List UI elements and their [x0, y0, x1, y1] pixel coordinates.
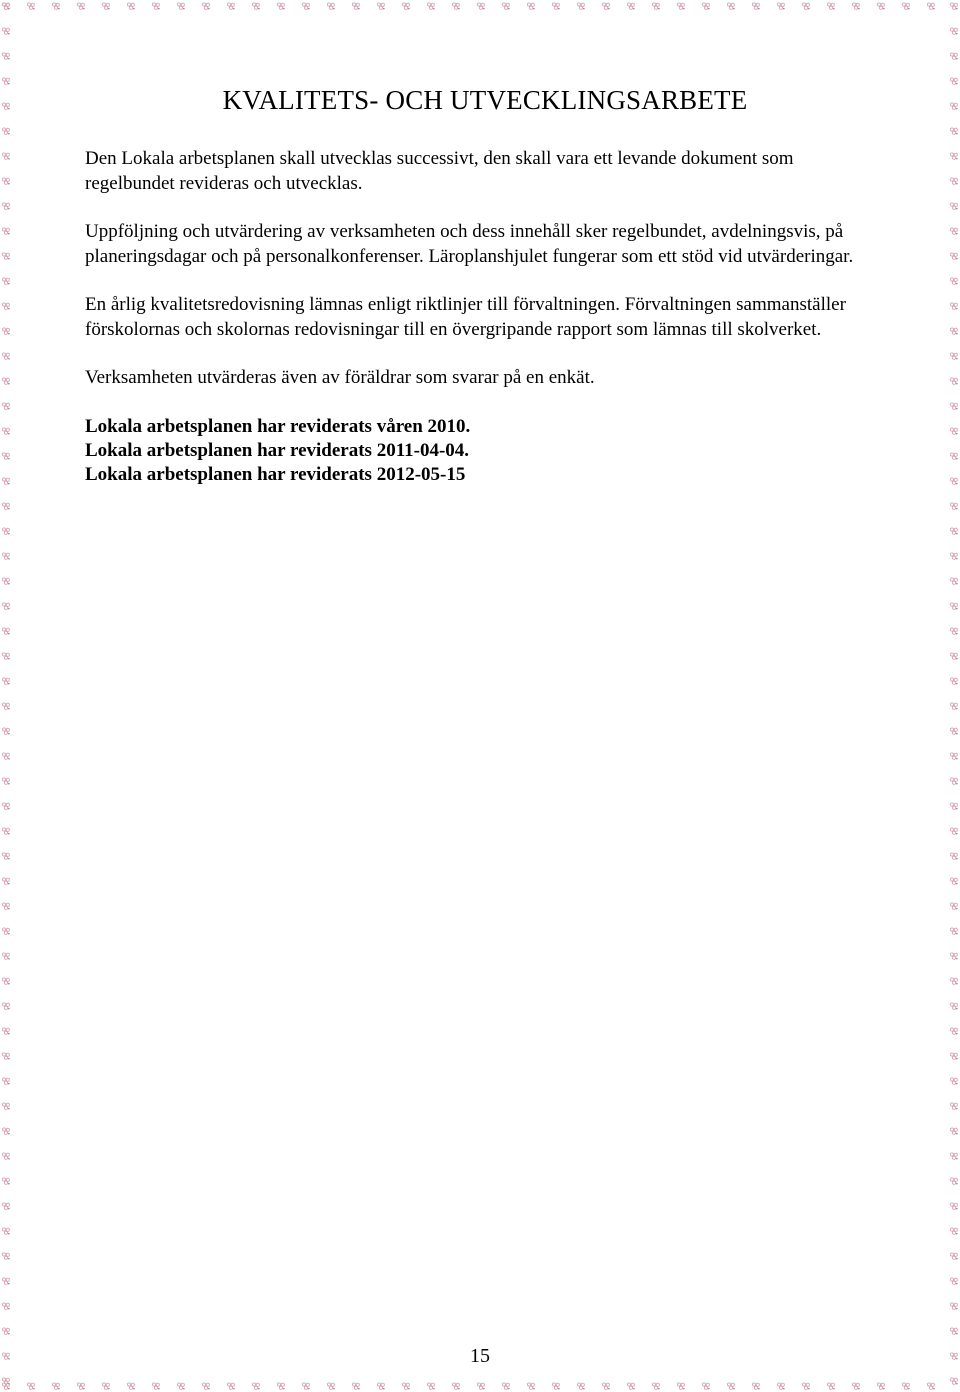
- border-flower-icon: [802, 3, 809, 10]
- border-flower-icon: [2, 353, 9, 360]
- border-flower-icon: [527, 1383, 534, 1390]
- border-flower-icon: [352, 1383, 359, 1390]
- border-flower-icon: [2, 253, 9, 260]
- border-flower-icon: [2, 378, 9, 385]
- border-flower-icon: [950, 978, 957, 985]
- border-flower-icon: [2, 1378, 9, 1385]
- border-flower-icon: [152, 3, 159, 10]
- border-flower-icon: [427, 3, 434, 10]
- border-flower-icon: [950, 1003, 957, 1010]
- border-flower-icon: [2, 603, 9, 610]
- border-flower-icon: [2, 1303, 9, 1310]
- border-flower-icon: [950, 753, 957, 760]
- border-flower-icon: [950, 878, 957, 885]
- border-flower-icon: [2, 428, 9, 435]
- border-flower-icon: [552, 1383, 559, 1390]
- border-flower-icon: [902, 1383, 909, 1390]
- border-flower-icon: [950, 1203, 957, 1210]
- border-flower-icon: [2, 928, 9, 935]
- border-flower-icon: [902, 3, 909, 10]
- border-flower-icon: [377, 1383, 384, 1390]
- border-flower-icon: [2, 678, 9, 685]
- paragraph-quality-report: En årlig kvalitetsredovisning lämnas enligt riktlinjer till förvaltningen. Förvaltningen sammanställer förskolornas och skolornas redovisningar till en övergripande rapport som lämnas till skolverket.: [85, 294, 846, 340]
- border-flower-icon: [527, 3, 534, 10]
- border-flower-icon: [950, 1328, 957, 1335]
- border-flower-icon: [927, 3, 934, 10]
- border-flower-icon: [950, 103, 957, 110]
- page-number: 15: [470, 1345, 490, 1367]
- border-flower-icon: [950, 803, 957, 810]
- border-flower-icon: [602, 1383, 609, 1390]
- border-flower-icon: [2, 1203, 9, 1210]
- border-flower-icon: [2, 453, 9, 460]
- border-flower-icon: [950, 1228, 957, 1235]
- border-flower-icon: [950, 828, 957, 835]
- border-flower-icon: [152, 1383, 159, 1390]
- decorative-border-top: [0, 0, 960, 12]
- border-flower-icon: [2, 978, 9, 985]
- border-flower-icon: [950, 603, 957, 610]
- border-flower-icon: [2, 1053, 9, 1060]
- border-flower-icon: [402, 1383, 409, 1390]
- border-flower-icon: [950, 3, 957, 10]
- border-flower-icon: [950, 553, 957, 560]
- border-flower-icon: [950, 1378, 957, 1385]
- border-flower-icon: [950, 1128, 957, 1135]
- border-flower-icon: [950, 78, 957, 85]
- border-flower-icon: [2, 328, 9, 335]
- border-flower-icon: [927, 1383, 934, 1390]
- border-flower-icon: [502, 3, 509, 10]
- border-flower-icon: [2, 553, 9, 560]
- border-flower-icon: [102, 3, 109, 10]
- border-flower-icon: [950, 378, 957, 385]
- border-flower-icon: [2, 178, 9, 185]
- border-flower-icon: [652, 1383, 659, 1390]
- border-flower-icon: [627, 3, 634, 10]
- border-flower-icon: [2, 228, 9, 235]
- border-flower-icon: [127, 3, 134, 10]
- page-content: [85, 80, 885, 487]
- border-flower-icon: [177, 1383, 184, 1390]
- border-flower-icon: [950, 1053, 957, 1060]
- border-flower-icon: [2, 203, 9, 210]
- border-flower-icon: [227, 1383, 234, 1390]
- border-flower-icon: [327, 1383, 334, 1390]
- border-flower-icon: [950, 303, 957, 310]
- border-flower-icon: [2, 1278, 9, 1285]
- border-flower-icon: [452, 1383, 459, 1390]
- revision-line: Lokala arbetsplanen har reviderats 2012-05-15: [85, 463, 466, 485]
- border-flower-icon: [950, 1028, 957, 1035]
- border-flower-icon: [877, 1383, 884, 1390]
- border-flower-icon: [852, 3, 859, 10]
- border-flower-icon: [2, 1003, 9, 1010]
- border-flower-icon: [77, 1383, 84, 1390]
- border-flower-icon: [950, 453, 957, 460]
- border-flower-icon: [2, 278, 9, 285]
- decorative-border-right: [948, 0, 960, 1392]
- paragraph-follow-up: Uppföljning och utvärdering av verksamheten och dess innehåll sker regelbundet, avdelningsvis, på planeringsdagar och på personalkonferenser. Läroplanshjulet fungerar som ett stöd vid utvärderingar.: [85, 221, 854, 267]
- border-flower-icon: [202, 3, 209, 10]
- border-flower-icon: [752, 3, 759, 10]
- border-flower-icon: [2, 728, 9, 735]
- border-flower-icon: [727, 3, 734, 10]
- border-flower-icon: [577, 3, 584, 10]
- border-flower-icon: [627, 1383, 634, 1390]
- border-flower-icon: [950, 903, 957, 910]
- border-flower-icon: [852, 1383, 859, 1390]
- border-flower-icon: [177, 3, 184, 10]
- border-flower-icon: [2, 903, 9, 910]
- border-flower-icon: [777, 3, 784, 10]
- border-flower-icon: [950, 353, 957, 360]
- border-flower-icon: [2, 1253, 9, 1260]
- border-flower-icon: [877, 3, 884, 10]
- border-flower-icon: [950, 178, 957, 185]
- border-flower-icon: [302, 1383, 309, 1390]
- border-flower-icon: [950, 1178, 957, 1185]
- border-flower-icon: [2, 578, 9, 585]
- border-flower-icon: [2, 653, 9, 660]
- border-flower-icon: [950, 128, 957, 135]
- border-flower-icon: [2, 703, 9, 710]
- border-flower-icon: [950, 228, 957, 235]
- border-flower-icon: [950, 478, 957, 485]
- border-flower-icon: [2, 53, 9, 60]
- border-flower-icon: [677, 1383, 684, 1390]
- border-flower-icon: [950, 503, 957, 510]
- border-flower-icon: [2, 1328, 9, 1335]
- border-flower-icon: [502, 1383, 509, 1390]
- border-flower-icon: [2, 153, 9, 160]
- border-flower-icon: [2, 1078, 9, 1085]
- border-flower-icon: [827, 1383, 834, 1390]
- border-flower-icon: [2, 828, 9, 835]
- revision-line: Lokala arbetsplanen har reviderats våren 2010.: [85, 415, 471, 437]
- border-flower-icon: [950, 653, 957, 660]
- border-flower-icon: [352, 3, 359, 10]
- border-flower-icon: [2, 878, 9, 885]
- border-flower-icon: [652, 3, 659, 10]
- border-flower-icon: [950, 928, 957, 935]
- border-flower-icon: [102, 1383, 109, 1390]
- border-flower-icon: [677, 3, 684, 10]
- border-flower-icon: [950, 628, 957, 635]
- border-flower-icon: [827, 3, 834, 10]
- border-flower-icon: [2, 953, 9, 960]
- border-flower-icon: [2, 3, 9, 10]
- decorative-border-left: [0, 0, 12, 1392]
- border-flower-icon: [27, 1383, 34, 1390]
- border-flower-icon: [52, 3, 59, 10]
- border-flower-icon: [477, 1383, 484, 1390]
- border-flower-icon: [950, 328, 957, 335]
- border-flower-icon: [27, 3, 34, 10]
- border-flower-icon: [702, 1383, 709, 1390]
- border-flower-icon: [2, 78, 9, 85]
- border-flower-icon: [2, 503, 9, 510]
- border-flower-icon: [327, 3, 334, 10]
- border-flower-icon: [2, 103, 9, 110]
- border-flower-icon: [552, 3, 559, 10]
- paragraph-local-plan: Den Lokala arbetsplanen skall utvecklas successivt, den skall vara ett levande dokument som regelbundet revideras och utvecklas.: [85, 148, 794, 194]
- border-flower-icon: [2, 478, 9, 485]
- border-flower-icon: [2, 753, 9, 760]
- border-flower-icon: [2, 853, 9, 860]
- border-flower-icon: [452, 3, 459, 10]
- border-flower-icon: [950, 278, 957, 285]
- border-flower-icon: [252, 3, 259, 10]
- border-flower-icon: [950, 28, 957, 35]
- border-flower-icon: [752, 1383, 759, 1390]
- border-flower-icon: [2, 1128, 9, 1135]
- border-flower-icon: [950, 1078, 957, 1085]
- border-flower-icon: [950, 528, 957, 535]
- border-flower-icon: [2, 778, 9, 785]
- border-flower-icon: [602, 3, 609, 10]
- border-flower-icon: [950, 253, 957, 260]
- border-flower-icon: [950, 778, 957, 785]
- border-flower-icon: [950, 1278, 957, 1285]
- border-flower-icon: [2, 28, 9, 35]
- border-flower-icon: [2, 1028, 9, 1035]
- border-flower-icon: [277, 1383, 284, 1390]
- border-flower-icon: [2, 803, 9, 810]
- border-flower-icon: [227, 3, 234, 10]
- border-flower-icon: [2, 528, 9, 535]
- border-flower-icon: [727, 1383, 734, 1390]
- decorative-border-bottom: [0, 1380, 960, 1392]
- border-flower-icon: [202, 1383, 209, 1390]
- border-flower-icon: [950, 1103, 957, 1110]
- border-flower-icon: [950, 953, 957, 960]
- border-flower-icon: [2, 1178, 9, 1185]
- border-flower-icon: [950, 728, 957, 735]
- border-flower-icon: [702, 3, 709, 10]
- border-flower-icon: [802, 1383, 809, 1390]
- border-flower-icon: [2, 1153, 9, 1160]
- border-flower-icon: [950, 203, 957, 210]
- border-flower-icon: [950, 853, 957, 860]
- revision-list: [85, 415, 885, 487]
- border-flower-icon: [2, 628, 9, 635]
- border-flower-icon: [2, 303, 9, 310]
- border-flower-icon: [950, 578, 957, 585]
- revision-line: Lokala arbetsplanen har reviderats 2011-04-04.: [85, 439, 470, 461]
- border-flower-icon: [77, 3, 84, 10]
- border-flower-icon: [950, 678, 957, 685]
- border-flower-icon: [477, 3, 484, 10]
- border-flower-icon: [950, 403, 957, 410]
- border-flower-icon: [950, 53, 957, 60]
- border-flower-icon: [377, 3, 384, 10]
- border-flower-icon: [950, 1153, 957, 1160]
- border-flower-icon: [2, 403, 9, 410]
- border-flower-icon: [2, 1103, 9, 1110]
- border-flower-icon: [302, 3, 309, 10]
- border-flower-icon: [277, 3, 284, 10]
- border-flower-icon: [950, 1253, 957, 1260]
- border-flower-icon: [950, 153, 957, 160]
- border-flower-icon: [402, 3, 409, 10]
- border-flower-icon: [427, 1383, 434, 1390]
- border-flower-icon: [127, 1383, 134, 1390]
- page-title: KVALITETS- OCH UTVECKLINGSARBETE: [222, 85, 748, 115]
- border-flower-icon: [777, 1383, 784, 1390]
- border-flower-icon: [2, 128, 9, 135]
- paragraph-parent-survey: Verksamheten utvärderas även av föräldrar som svarar på en enkät.: [85, 367, 595, 388]
- border-flower-icon: [950, 428, 957, 435]
- border-flower-icon: [2, 1228, 9, 1235]
- border-flower-icon: [577, 1383, 584, 1390]
- border-flower-icon: [950, 1303, 957, 1310]
- border-flower-icon: [252, 1383, 259, 1390]
- border-flower-icon: [950, 703, 957, 710]
- border-flower-icon: [52, 1383, 59, 1390]
